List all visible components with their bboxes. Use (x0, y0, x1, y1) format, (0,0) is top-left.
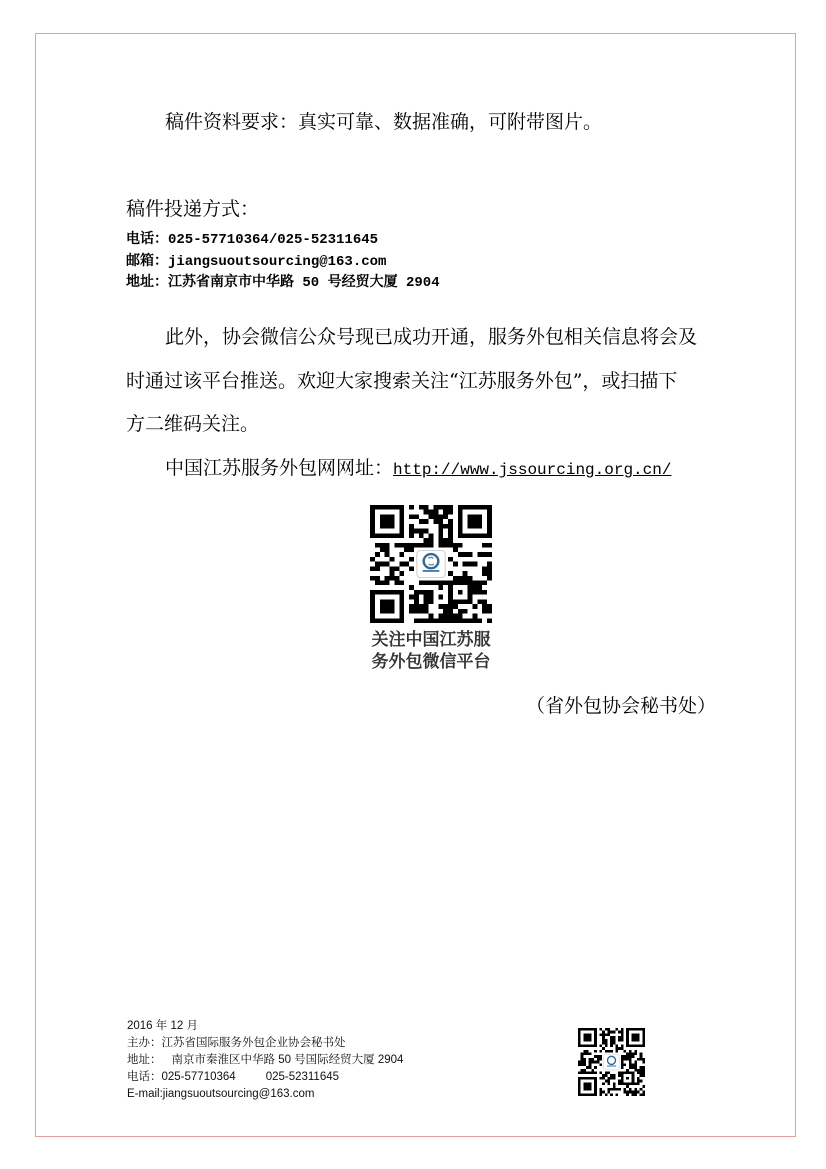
footer-phone-2: 025-52311645 (265, 1071, 340, 1083)
submission-heading: 稿件投递方式： (126, 198, 260, 220)
contact-address-label: 地址： (126, 275, 168, 291)
footer-address-label: 地址： (127, 1054, 162, 1066)
contact-phone-label: 电话： (126, 232, 168, 248)
footer-email: E-mail:jiangsuoutsourcing@163.com (127, 1088, 315, 1100)
contact-email-label: 邮箱： (126, 253, 168, 270)
qr-logo (417, 550, 445, 577)
website-line (165, 453, 671, 485)
paragraph-line: 方二维码关注。 (126, 413, 260, 435)
submission-requirements: 稿件资料要求：真实可靠、数据准确，可附带图片。 (165, 111, 603, 133)
footer-phone (127, 1069, 403, 1086)
paragraph-line: 时通过该平台推送。欢迎大家搜索关注“江苏服务外包”，或扫描下 (126, 369, 678, 392)
contact-block (126, 230, 440, 295)
contact-email (126, 252, 440, 274)
website-link[interactable]: http://www.jssourcing.org.cn/ (393, 461, 672, 479)
paragraph-line: 此外，协会微信公众号现已成功开通，服务外包相关信息将会及 (165, 326, 698, 348)
wechat-qr-code (370, 505, 492, 623)
contact-address (126, 273, 440, 295)
contact-phone-value: 025-57710364/025-52311645 (168, 232, 379, 248)
contact-phone (126, 230, 440, 252)
footer-address-value: 南京市秦淮区中华路 50 号国际经贸大厦 2904 (171, 1054, 404, 1066)
footer (127, 1018, 403, 1103)
qr-logo (604, 1054, 620, 1070)
contact-address-value: 江苏省南京市中华路 50 号经贸大厦 2904 (168, 275, 440, 291)
footer-address (127, 1052, 403, 1069)
qr-caption (346, 629, 516, 673)
qr-caption-line: 关注中国江苏服 (371, 630, 491, 650)
wechat-paragraph (126, 316, 706, 447)
website-label: 中国江苏服务外包网网址： (165, 457, 394, 479)
footer-date: 2016 年 12 月 (127, 1020, 198, 1032)
contact-email-value: jiangsuoutsourcing@163.com (168, 253, 387, 270)
footer-qr-code (578, 1028, 645, 1096)
footer-organizer: 主办：江苏省国际服务外包企业协会秘书处 (127, 1037, 346, 1049)
qr-caption-line: 务外包微信平台 (371, 652, 491, 672)
signature: （省外包协会秘书处） (525, 695, 716, 717)
footer-phone-1: 025-57710364 (161, 1071, 236, 1083)
footer-phone-label: 电话： (127, 1071, 162, 1083)
